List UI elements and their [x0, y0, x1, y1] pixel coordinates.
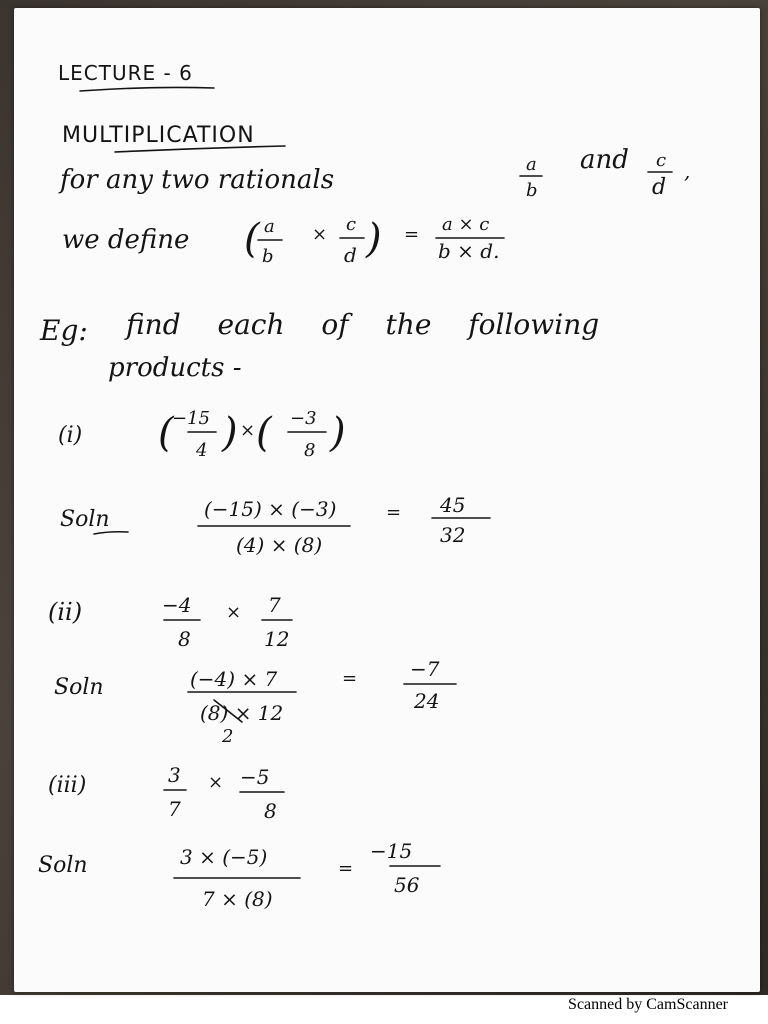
p1-equals: = [386, 502, 402, 523]
problem-2-label: (ii) [48, 598, 83, 626]
p1-f1-den: 4 [196, 440, 208, 461]
p2-sol-cancel: 2 [222, 726, 234, 747]
def-rhs-num: a × c [442, 214, 490, 235]
p1-f2-den: 8 [304, 440, 316, 461]
p1-paren-close-2: ) [330, 410, 346, 456]
lecture-title: LECTURE - 6 [58, 61, 193, 85]
def-equals: = [404, 224, 420, 245]
p1-sol-underline [94, 532, 128, 534]
def-lhs-f1-num: a [264, 216, 275, 237]
def-frac1-den: b [526, 180, 538, 201]
p3-sol-label: Soln [38, 853, 88, 878]
p1-sol-den: (4) × (8) [236, 533, 323, 557]
problem-1-label: (i) [58, 423, 83, 448]
example-text2: products - [108, 353, 242, 383]
p1-times: × [240, 420, 256, 441]
p3-f2-den: 8 [264, 799, 277, 823]
def-lhs-f1-den: b [262, 246, 274, 267]
p3-ans-num: −15 [370, 839, 413, 863]
p2-f2-den: 12 [264, 627, 290, 651]
p3-f1-num: 3 [168, 763, 181, 787]
p2-ans-num: −7 [410, 657, 440, 681]
def-lhs-f2-num: c [346, 214, 357, 235]
definition-line2: we define [62, 225, 190, 255]
p1-paren-open: ( [158, 410, 174, 456]
p2-f1-num: −4 [162, 593, 192, 617]
def-lhs-f2-den: d [344, 243, 357, 267]
p1-f2-num: −3 [290, 408, 317, 429]
def-and: and [580, 145, 629, 175]
p1-sol-label: Soln [60, 507, 110, 532]
def-comma: , [684, 159, 691, 183]
p1-ans-num: 45 [440, 493, 466, 517]
def-times: × [312, 224, 328, 245]
p1-sol-num: (−15) × (−3) [204, 497, 337, 521]
p3-ans-den: 56 [394, 873, 420, 897]
p3-sol-den: 7 × (8) [202, 887, 273, 911]
def-paren-close: ) [366, 216, 382, 262]
p3-f2-num: −5 [240, 765, 270, 789]
p1-paren-close: ) [222, 410, 238, 456]
problem-3-label: (iii) [48, 773, 87, 798]
def-frac1-num: a [526, 154, 537, 175]
p2-f1-den: 8 [178, 627, 191, 651]
lecture-title-underline [80, 87, 214, 91]
topic-title: MULTIPLICATION [62, 123, 255, 148]
def-rhs-den: b × d. [438, 239, 500, 263]
example-label: Eg: [40, 314, 88, 347]
p2-times: × [226, 602, 242, 623]
p2-sol-num: (−4) × 7 [190, 667, 278, 691]
definition-line1: for any two rationals [60, 165, 335, 195]
p3-f1-den: 7 [168, 797, 181, 821]
p3-times: × [208, 772, 224, 793]
p2-ans-den: 24 [414, 689, 440, 713]
p2-equals: = [342, 668, 358, 689]
p3-sol-num: 3 × (−5) [180, 845, 268, 869]
p1-paren-open-2: ( [256, 410, 272, 456]
p1-f1-num: −15 [172, 408, 210, 429]
def-frac2-den: d [652, 175, 667, 200]
def-frac2-num: c [656, 150, 667, 171]
p2-f2-num: 7 [268, 593, 281, 617]
p3-equals: = [338, 858, 354, 879]
scanner-watermark: Scanned by CamScanner [568, 996, 728, 1013]
def-paren-open: ( [244, 216, 260, 262]
p2-sol-label: Soln [54, 675, 104, 700]
p2-sol-den: (8) × 12 [200, 701, 284, 725]
example-text1: find each of the following [126, 308, 600, 341]
p1-ans-den: 32 [440, 523, 466, 547]
